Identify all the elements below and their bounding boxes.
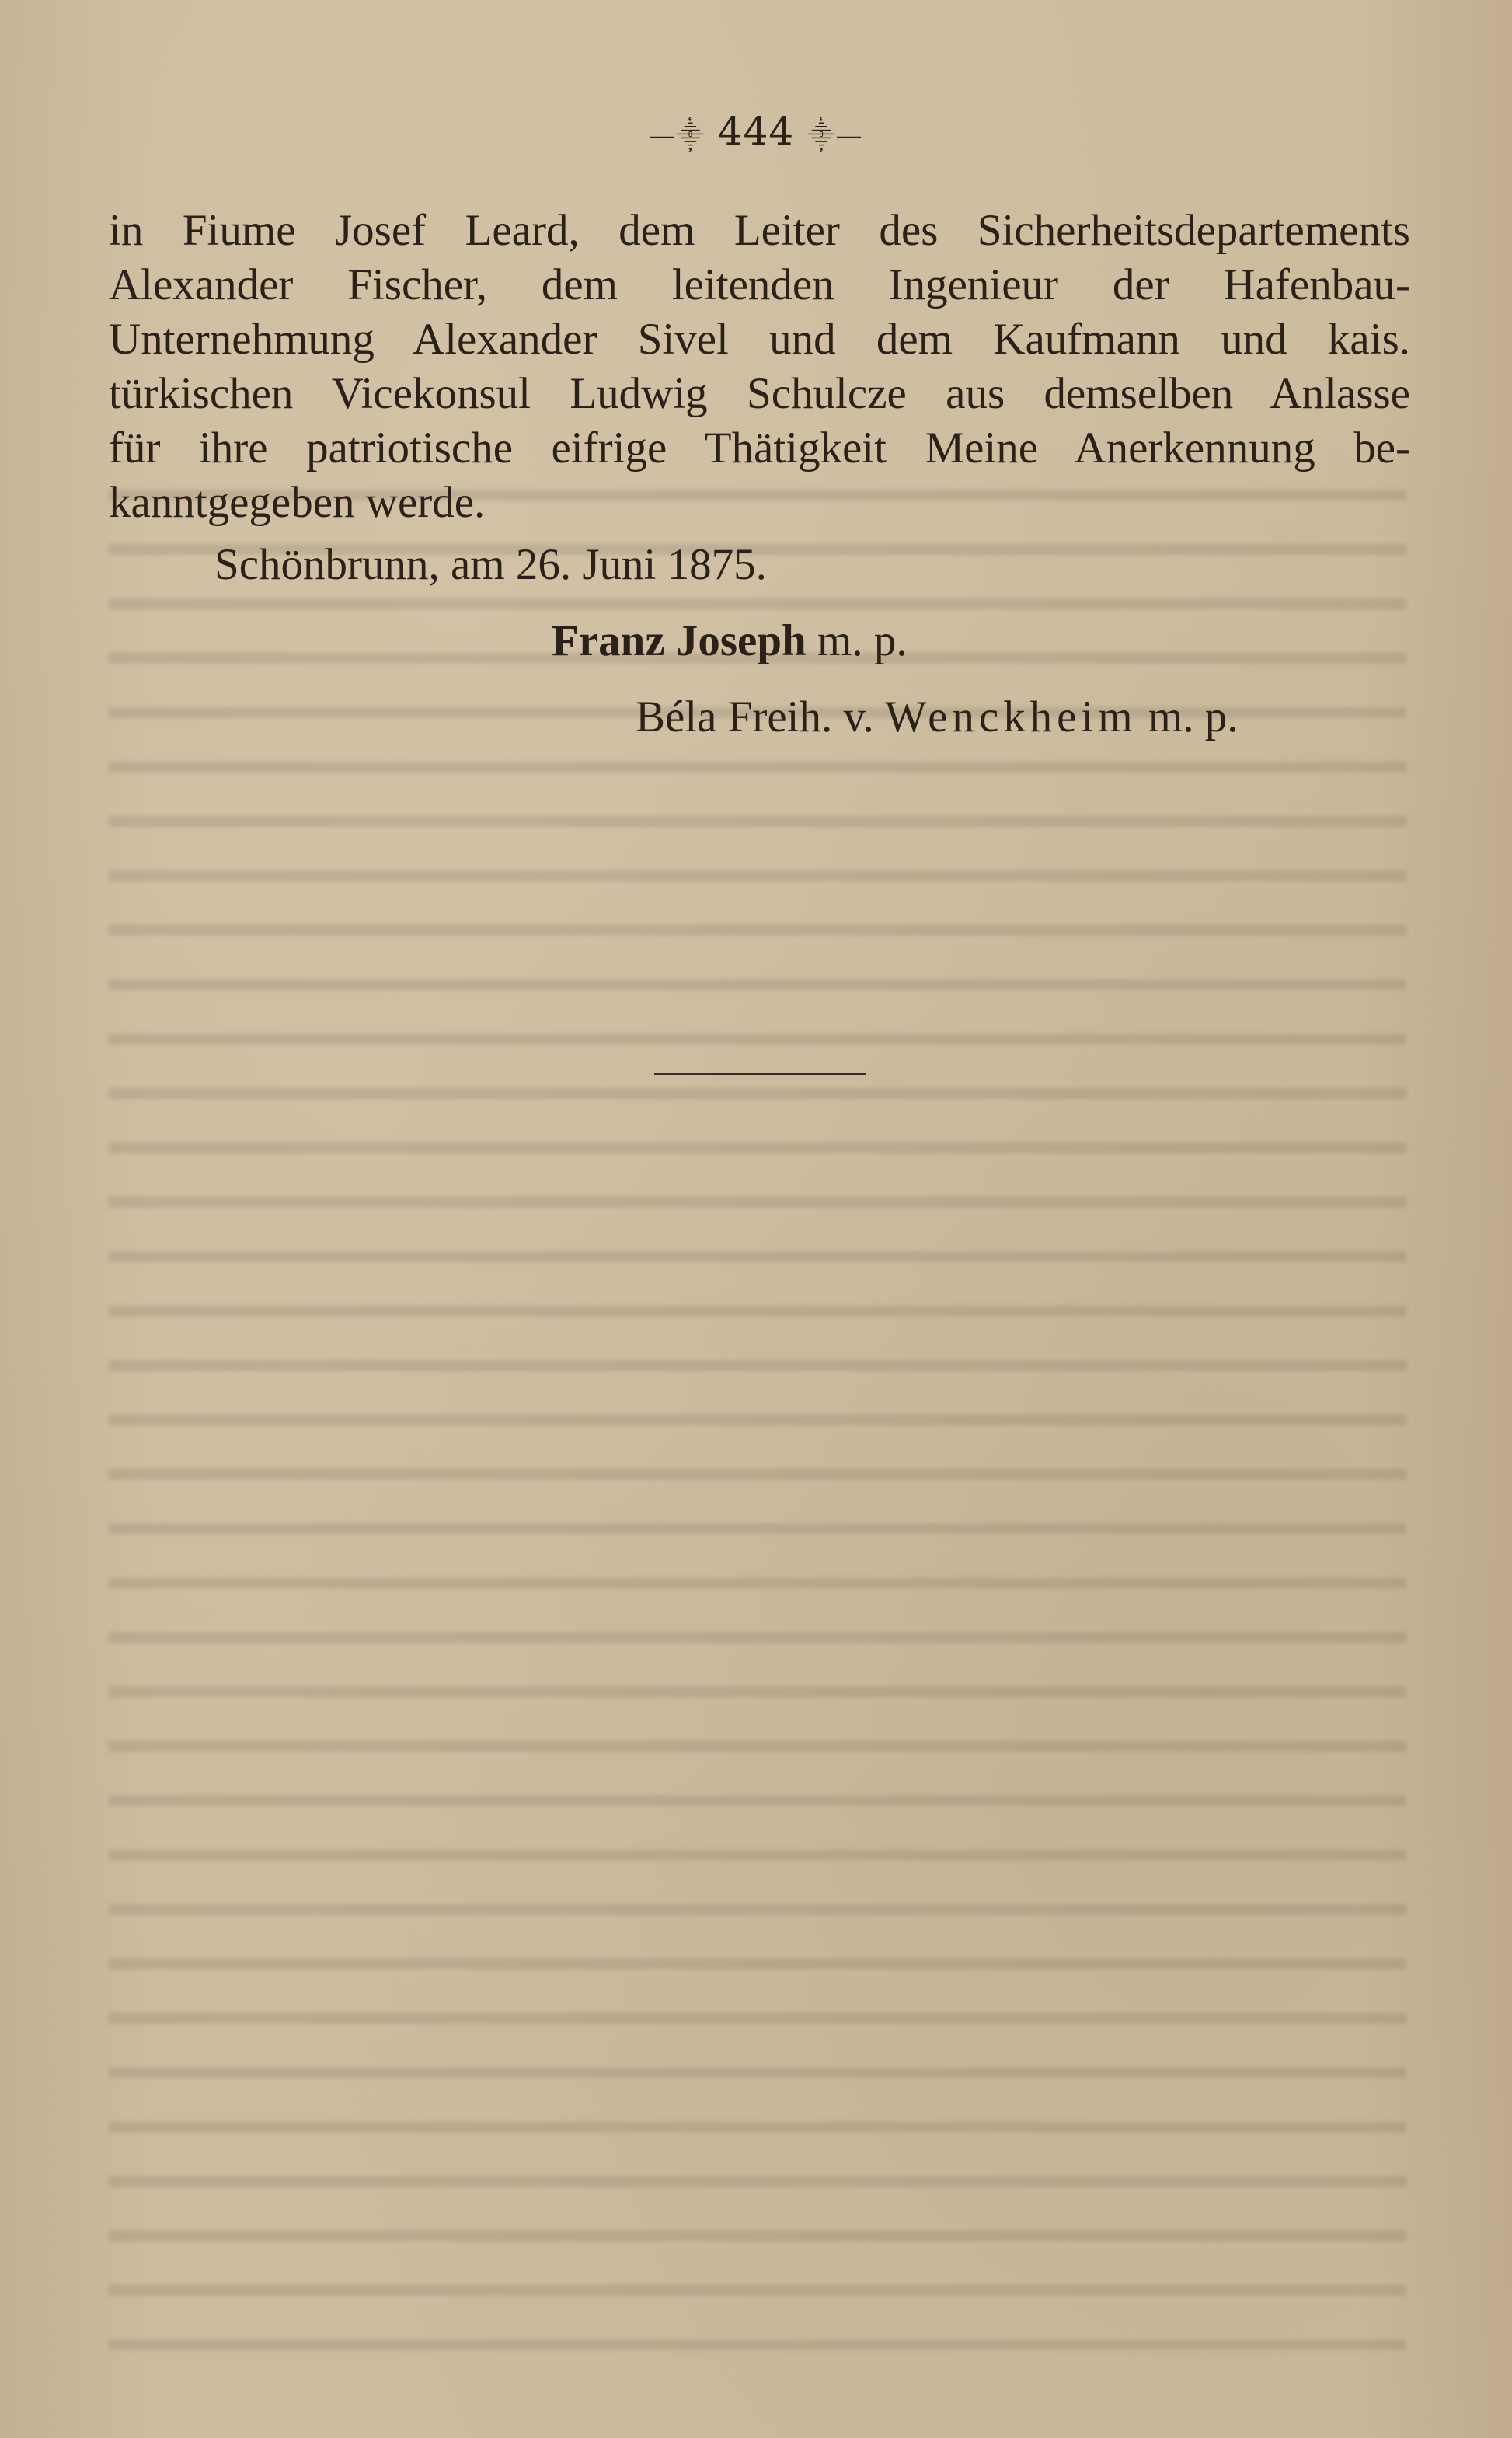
section-divider-rule: [654, 1073, 866, 1075]
page-number: 444: [717, 109, 795, 154]
signature-emperor: [552, 614, 908, 668]
signature-prefix: Béla Freih. v.: [636, 692, 874, 741]
signature-name: Wenckheim: [884, 692, 1137, 741]
signature-name: Franz Joseph: [552, 616, 807, 665]
signature-minister: [636, 690, 1238, 745]
page-header: [0, 109, 1512, 154]
dateline: Schönbrunn, am 26. Juni 1875.: [214, 540, 767, 589]
paragraph: [109, 204, 1410, 530]
paragraph-line: für ihre patriotische eifrige Thätigkeit Meine Anerkennung be-: [109, 424, 1410, 473]
paragraph-line: Alexander Fischer, dem leitenden Ingenieur der Hafenbau-: [109, 260, 1410, 309]
signature-suffix: m. p.: [1148, 692, 1239, 741]
ornament-right: ⸎—: [807, 120, 863, 152]
signature-suffix: m. p.: [817, 616, 908, 665]
paragraph-line: Unternehmung Alexander Sivel und dem Kaufmann und kais.: [109, 315, 1410, 364]
paragraph-line: in Fiume Josef Leard, dem Leiter des Sicherheitsdepartements: [109, 206, 1410, 255]
bleed-through-texture: [109, 466, 1406, 2394]
ornament-left: —⸎: [649, 120, 705, 152]
paragraph-line: türkischen Vicekonsul Ludwig Schulcze aus demselben Anlasse: [109, 369, 1410, 418]
paragraph-line: kanntgegeben werde.: [109, 478, 486, 527]
